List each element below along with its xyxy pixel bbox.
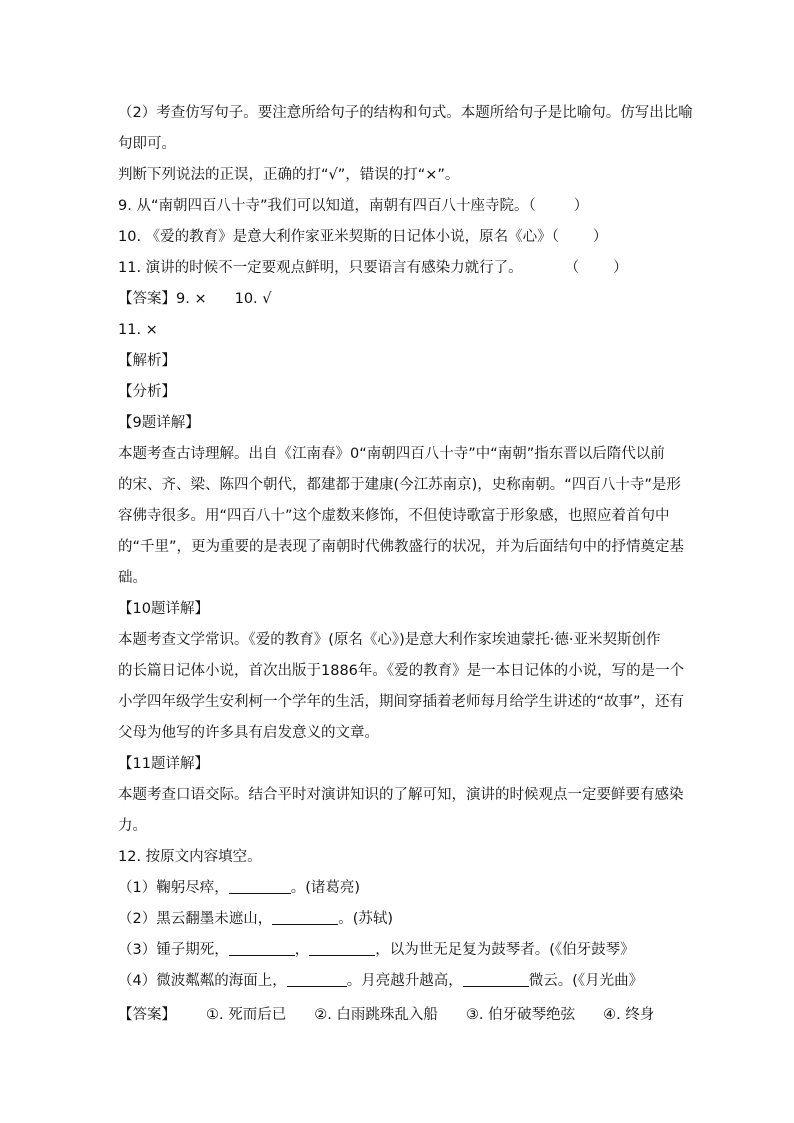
fenxi-heading: 【分析】 bbox=[118, 384, 176, 400]
answer-paren-close: ） bbox=[573, 198, 589, 214]
answer-label: 【答案】9. × bbox=[118, 291, 207, 307]
analysis-text-line bbox=[118, 132, 698, 156]
jiexi-heading: 【解析】 bbox=[118, 353, 176, 369]
text: 力。 bbox=[118, 818, 147, 834]
fill-blank-4 bbox=[118, 969, 698, 993]
text: 。(苏轼) bbox=[338, 911, 394, 927]
detail-9-text bbox=[118, 442, 698, 466]
text: 的“千里”，更为重要的是表现了南朝时代佛教盛行的状况，并为后面结句中的抒情奠定基 bbox=[118, 539, 685, 555]
answer-12-4: ④. 终身 bbox=[603, 1007, 655, 1023]
text: 础。 bbox=[118, 570, 147, 586]
answer-12-2: ②. 白雨跳珠乱入船 bbox=[314, 1007, 438, 1023]
detail-9-text bbox=[118, 504, 698, 528]
text: 的宋、齐、梁、陈四个朝代，都建都于建康(今江苏南京)，史称南朝。“四百八十寺”是形 bbox=[118, 477, 681, 493]
blank-line bbox=[309, 939, 375, 956]
text: （3）锺子期死， bbox=[118, 942, 229, 958]
text: 。(诸葛亮) bbox=[290, 880, 361, 896]
question-11 bbox=[118, 256, 698, 280]
text: 本题考查文学常识。《爱的教育》(原名《心》)是意大利作家埃迪蒙托·德·亚米契斯创作 bbox=[118, 632, 661, 648]
section-heading bbox=[118, 349, 698, 373]
answer-12-line bbox=[118, 1003, 698, 1027]
detail-10-text bbox=[118, 690, 698, 714]
answer-paren-close: ） bbox=[613, 260, 628, 276]
answer-10: 10. √ bbox=[234, 291, 272, 307]
text: （2）考查仿写句子。要注意所给句子的结构和句式。本题所给句子是比喻句。仿写出比喻 bbox=[118, 105, 693, 121]
text: 微云。(《月光曲》 bbox=[528, 973, 644, 989]
question-10 bbox=[118, 225, 698, 249]
answer-paren-close: ） bbox=[592, 229, 608, 245]
detail-9-heading: 【9题详解】 bbox=[118, 415, 200, 431]
text: 句即可。 bbox=[118, 136, 176, 152]
question-text: 10. 《爱的教育》是意大利作家亚米契斯的日记体小说，原名《心》（ bbox=[118, 229, 559, 245]
blank-line bbox=[287, 970, 347, 987]
text: （1）鞠躬尽瘁， bbox=[118, 880, 229, 896]
question-text: 12. 按原文内容填空。 bbox=[118, 849, 262, 865]
answer-12-1: ①. 死而后已 bbox=[206, 1007, 287, 1023]
detail-9-text bbox=[118, 566, 698, 590]
detail-11-heading: 【11题详解】 bbox=[118, 756, 209, 772]
fill-blank-2 bbox=[118, 907, 698, 931]
section-heading bbox=[118, 597, 698, 621]
text: 本题考查古诗理解。出自《江南春》0“南朝四百八十寺”中“南朝”指东晋以后隋代以前 bbox=[118, 446, 665, 462]
fill-blank-1 bbox=[118, 876, 698, 900]
question-9 bbox=[118, 194, 698, 218]
answer-line bbox=[118, 287, 698, 311]
text: 容佛寺很多。用“四百八十”这个虚数来修饰，不但使诗歌富于形象感，也照应着首句中 bbox=[118, 508, 670, 524]
section-heading bbox=[118, 752, 698, 776]
question-12 bbox=[118, 845, 698, 869]
text: （4）微波粼粼的海面上， bbox=[118, 973, 287, 989]
answer-11: 11. × bbox=[118, 322, 158, 338]
question-text: 9. 从“南朝四百八十寺”我们可以知道，南朝有四百八十座寺院。（ bbox=[118, 198, 536, 214]
answer-11-line bbox=[118, 318, 698, 342]
answer-12-3: ③. 伯牙破琴绝弦 bbox=[465, 1007, 576, 1023]
text: （2）黑云翻墨未遮山， bbox=[118, 911, 273, 927]
text: 判断下列说法的正误，正确的打“√”，错误的打“×”。 bbox=[118, 167, 460, 183]
detail-11-text bbox=[118, 814, 698, 838]
answer-paren-open: （ bbox=[564, 260, 580, 276]
text: 本题考查口语交际。结合平时对演讲知识的了解可知，演讲的时候观点一定要鲜要有感染 bbox=[118, 787, 684, 803]
section-heading bbox=[118, 411, 698, 435]
instruction-line bbox=[118, 163, 698, 187]
detail-9-text bbox=[118, 535, 698, 559]
section-heading bbox=[118, 380, 698, 404]
detail-9-text bbox=[118, 473, 698, 497]
text: ， bbox=[294, 942, 310, 958]
question-text: 11. 演讲的时候不一定要观点鲜明，只要语言有感染力就行了。 bbox=[118, 260, 523, 276]
fill-blank-3 bbox=[118, 938, 698, 962]
blank-line bbox=[229, 877, 291, 894]
text: 的长篇日记体小说，首次出版于1886年。《爱的教育》是一本日记体的小说，写的是一个 bbox=[118, 663, 685, 679]
text: 。月亮越升越高， bbox=[346, 973, 463, 989]
blank-line bbox=[272, 908, 338, 925]
detail-10-text bbox=[118, 628, 698, 652]
text: 小学四年级学生安利柯一个学年的生活，期间穿插着老师每月给学生讲述的“故事”，还有 bbox=[118, 694, 685, 710]
answer-label: 【答案】 bbox=[118, 1007, 176, 1023]
detail-11-text bbox=[118, 783, 698, 807]
text: ，以为世无足复为鼓琴者。(《伯牙鼓琴》 bbox=[375, 942, 635, 958]
analysis-text-line bbox=[118, 101, 698, 125]
text: 父母为他写的许多具有启发意义的文章。 bbox=[118, 725, 379, 741]
detail-10-text bbox=[118, 721, 698, 745]
blank-line bbox=[463, 970, 529, 987]
detail-10-heading: 【10题详解】 bbox=[118, 601, 209, 617]
detail-10-text bbox=[118, 659, 698, 683]
blank-line bbox=[229, 939, 295, 956]
